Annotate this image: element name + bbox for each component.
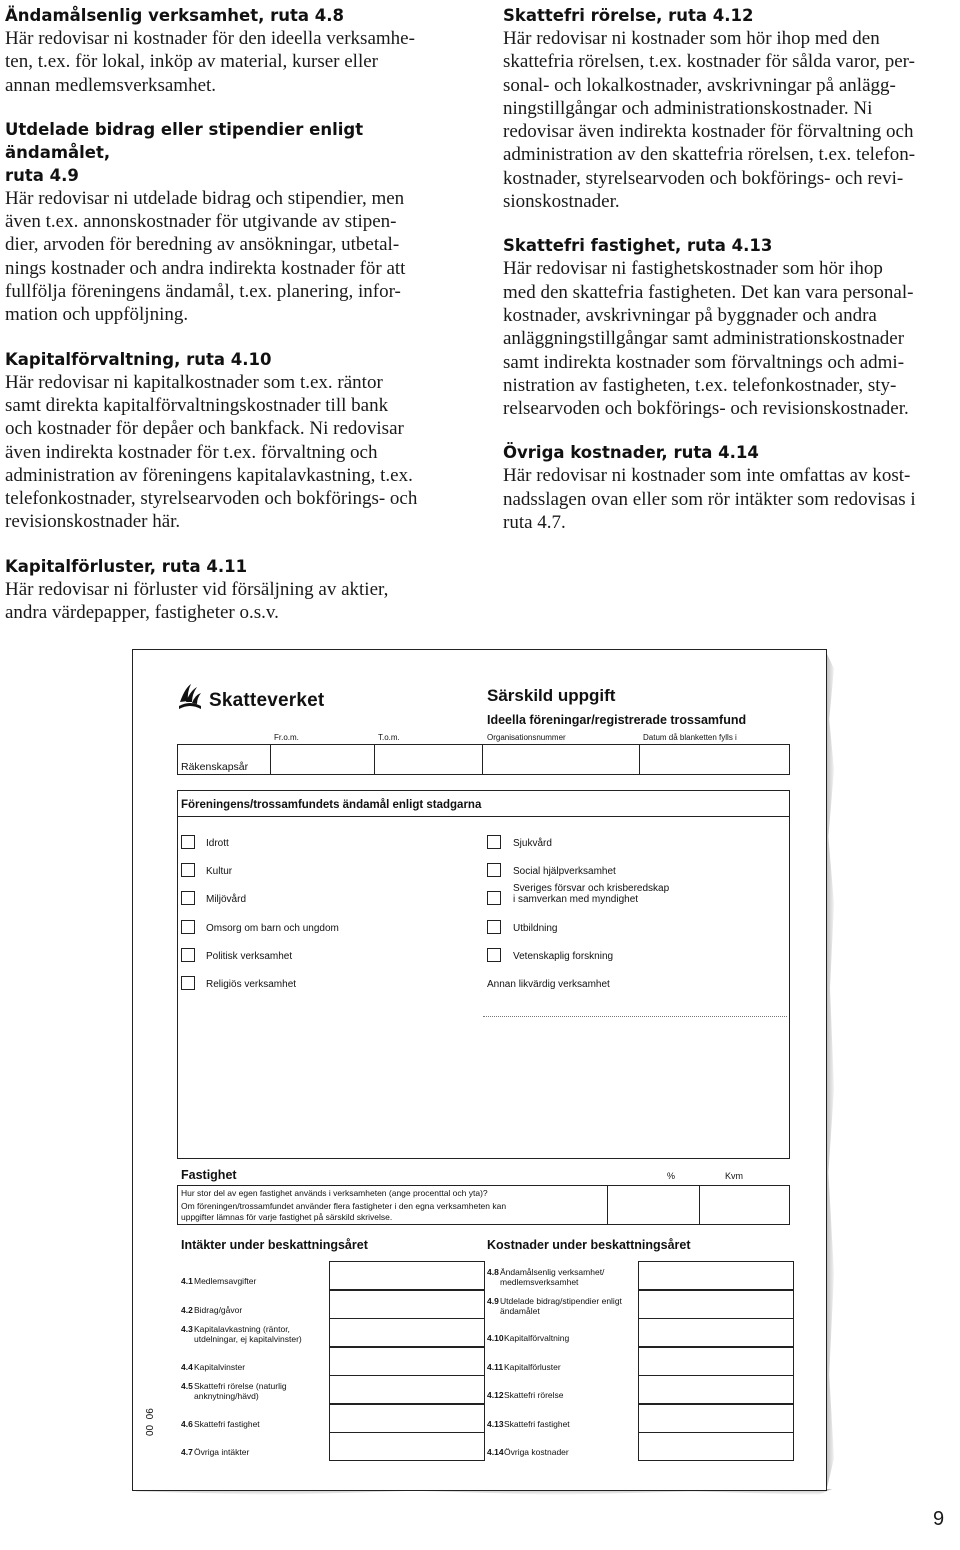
- section-line: nadsslagen ovan eller som rör intäkter som redovisas i: [503, 488, 916, 510]
- cost-row-label: Skattefri fastighet: [504, 1419, 570, 1429]
- section-heading: Kapitalförluster, ruta 4.11: [5, 556, 248, 576]
- income-row: [177, 1375, 479, 1404]
- income-row-label: Kapitalavkastning (räntor,: [194, 1324, 290, 1334]
- income-row-number: 4.6: [181, 1419, 193, 1429]
- section-line: med den skattefria fastigheten. Det kan vara personal-: [503, 281, 914, 303]
- income-amount-field[interactable]: [329, 1290, 485, 1319]
- cost-row-label: Ändamålsenlig verksamhet/: [500, 1267, 605, 1277]
- section-line: kostnader, avskrivningar på byggnader och andra: [503, 304, 877, 326]
- form-torn-edge: [826, 652, 834, 1492]
- income-row-number: 4.1: [181, 1276, 193, 1286]
- cost-row: [483, 1404, 788, 1433]
- crown-icon: [177, 682, 203, 710]
- checkbox-label: Utbildning: [513, 923, 558, 934]
- cost-amount-field[interactable]: [638, 1404, 794, 1433]
- cost-row: [483, 1347, 788, 1376]
- section-line: Här redovisar ni kostnader som inte omfattas av kost-: [503, 465, 911, 487]
- income-row: [177, 1347, 479, 1376]
- checkbox-label: Omsorg om barn och ungdom: [206, 923, 339, 934]
- checkbox-forsvar[interactable]: [487, 891, 501, 905]
- section-heading: Ändamålsenlig verksamhet, ruta 4.8: [5, 6, 344, 25]
- section-heading: Skattefri rörelse, ruta 4.12: [503, 6, 754, 25]
- section-heading: Övriga kostnader, ruta 4.14: [503, 443, 759, 463]
- cost-heading: Kostnader under beskattningsåret: [487, 1238, 691, 1252]
- checkbox-politisk[interactable]: [181, 948, 195, 962]
- cost-amount-field[interactable]: [638, 1375, 794, 1404]
- income-row-number: 4.3: [181, 1324, 193, 1334]
- property-note: uppgifter lämnas för varje fastighet på särskild skrivelse.: [181, 1212, 393, 1222]
- fiscal-year-label: Räkenskapsår: [181, 761, 249, 773]
- checkbox-idrott[interactable]: [181, 835, 195, 849]
- income-amount-field[interactable]: [329, 1261, 485, 1290]
- form-title: Särskild uppgift: [487, 686, 616, 705]
- property-note: Om föreningen/trossamfundet använder flera fastigheter i den egna verksamheten kan: [181, 1201, 507, 1211]
- purpose-heading: Föreningens/trossamfundets ändamål enligt stadgarna: [181, 799, 482, 811]
- cost-row-label: Övriga kostnader: [504, 1447, 569, 1457]
- section-line: administration av föreningens kapitalavkastning, t.ex.: [5, 464, 413, 486]
- checkbox-kultur[interactable]: [181, 863, 195, 877]
- from-date-field[interactable]: [273, 746, 373, 772]
- cost-row-number: 4.9: [487, 1296, 499, 1306]
- cost-row: [483, 1375, 788, 1404]
- checkbox-sjukvard[interactable]: [487, 835, 501, 849]
- right-text-column: [503, 4, 955, 534]
- section-line: administration av den skattefria rörelsen, t.ex. telefon-: [503, 144, 916, 166]
- income-heading: Intäkter under beskattningsåret: [181, 1238, 368, 1252]
- section-line: ten, t.ex. för lokal, inköp av material, kurser eller: [5, 51, 379, 73]
- other-activity-line: [483, 1016, 787, 1017]
- section-line: relsearvoden och bokförings- och revisionskostnader.: [503, 398, 909, 420]
- from-label: Fr.o.m.: [274, 733, 299, 742]
- section-line: andra värdepapper, fastigheter o.s.v.: [5, 602, 279, 624]
- income-row: [177, 1432, 479, 1461]
- cost-amount-field[interactable]: [638, 1290, 794, 1319]
- section-line: skattefria rörelsen, t.ex. kostnader för sålda varor, per-: [503, 51, 915, 73]
- section-line: dier, arvoden för beredning av ansökningar, utbetal-: [5, 234, 400, 256]
- section-heading: Utdelade bidrag eller stipendier enligt ändamålet,: [5, 119, 364, 162]
- cost-row-number: 4.10: [487, 1333, 504, 1343]
- income-amount-field[interactable]: [329, 1404, 485, 1433]
- section-line: och kostnader för depåer och bankfack. Ni redovisar: [5, 418, 404, 440]
- section-line: sonal- och lokalkostnader, avskrivningar på anlägg-: [503, 74, 896, 96]
- cost-row: [483, 1432, 788, 1461]
- checkbox-utbildning[interactable]: [487, 920, 501, 934]
- section-line: nistration av fastigheten, t.ex. telefonkostnader, sty-: [503, 374, 897, 396]
- cost-amount-field[interactable]: [638, 1261, 794, 1290]
- cost-row-label-2: medlemsverksamhet: [500, 1277, 579, 1287]
- section-line: nings kostnader och andra indirekta kostnader för att: [5, 257, 406, 279]
- income-row-label: Bidrag/gåvor: [194, 1305, 243, 1315]
- section-line: Här redovisar ni kostnader som hör ihop med den: [503, 28, 880, 49]
- section-heading: Kapitalförvaltning, ruta 4.10: [5, 349, 272, 369]
- left-text-column: [5, 4, 473, 624]
- to-date-field[interactable]: [377, 746, 481, 772]
- section-line: även t.ex. annonskostnader för utgivande av stipen-: [5, 211, 397, 233]
- checkbox-omsorg[interactable]: [181, 920, 195, 934]
- income-row: [177, 1404, 479, 1433]
- income-row-number: 4.5: [181, 1381, 193, 1391]
- income-row-label: Övriga intäkter: [194, 1447, 250, 1457]
- property-heading: Fastighet: [181, 1168, 237, 1182]
- checkbox-label: Kultur: [206, 866, 233, 877]
- section-line: Här redovisar ni förluster vid försäljning av aktier,: [5, 578, 389, 600]
- cost-row-label-2: ändamålet: [500, 1306, 540, 1316]
- checkbox-social[interactable]: [487, 863, 501, 877]
- cost-row-number: 4.11: [487, 1362, 504, 1372]
- section-line: telefonkostnader, styrelsearvoden och bokförings- och: [5, 488, 418, 510]
- checkbox-label: Sjukvård: [513, 838, 552, 849]
- cost-row-label: Kapitalförluster: [504, 1362, 561, 1372]
- income-row-number: 4.2: [181, 1305, 193, 1315]
- cost-amount-field[interactable]: [638, 1347, 794, 1376]
- cost-row-number: 4.14: [487, 1447, 504, 1457]
- cost-row-label: Utdelade bidrag/stipendier enligt: [500, 1296, 622, 1306]
- checkbox-forskning[interactable]: [487, 948, 501, 962]
- cost-row-number: 4.12: [487, 1390, 504, 1400]
- page-number: 9: [933, 1508, 945, 1530]
- section-line: även indirekta kostnader för t.ex. förvaltning och: [5, 441, 378, 463]
- purpose-section: [177, 790, 790, 1159]
- income-row: [177, 1318, 479, 1347]
- income-row-label: Skattefri rörelse (naturlig: [194, 1381, 287, 1391]
- income-row: [177, 1261, 479, 1290]
- income-row-label-2: anknytning/hävd): [194, 1391, 259, 1401]
- cost-row-label: Kapitalförvaltning: [504, 1333, 570, 1343]
- section-line: samt direkta kapitalförvaltningskostnader till bank: [5, 394, 389, 416]
- property-percent-field[interactable]: [610, 1187, 700, 1223]
- section-line: Här redovisar ni utdelade bidrag och stipendier, men: [5, 187, 405, 209]
- cost-row-label: Skattefri rörelse: [504, 1390, 564, 1400]
- section-line: Här redovisar ni fastighetskostnader som hör ihop: [503, 258, 883, 280]
- checkbox-label: Idrott: [206, 838, 229, 849]
- other-activity-field[interactable]: [485, 995, 789, 1015]
- kvm-label: Kvm: [725, 1171, 743, 1181]
- income-row-label-2: utdelningar, ej kapitalvinster): [194, 1334, 302, 1344]
- orgnr-field[interactable]: [485, 746, 639, 772]
- side-code: 00 06: [145, 1408, 156, 1436]
- income-row-label: Skattefri fastighet: [194, 1419, 260, 1429]
- logo-text: Skatteverket: [209, 690, 325, 711]
- section-heading: ruta 4.9: [5, 165, 79, 185]
- checkbox-religios[interactable]: [181, 976, 195, 990]
- form-subtitle: Ideella föreningar/registrerade trossamfund: [487, 713, 747, 727]
- cost-row-number: 4.8: [487, 1267, 499, 1277]
- checkbox-label: Miljövård: [206, 894, 247, 905]
- percent-label: %: [667, 1171, 676, 1181]
- checkbox-label: Social hjälpverksamhet: [513, 866, 616, 877]
- checkbox-miljovard[interactable]: [181, 891, 195, 905]
- income-amount-field[interactable]: [329, 1375, 485, 1404]
- property-kvm-field[interactable]: [702, 1187, 790, 1223]
- checkbox-label: i samverkan med myndighet: [513, 894, 639, 905]
- income-amount-field[interactable]: [329, 1432, 485, 1461]
- date-field[interactable]: [642, 746, 788, 772]
- section-heading: Skattefri fastighet, ruta 4.13: [503, 236, 773, 256]
- to-label: T.o.m.: [378, 733, 400, 742]
- section-line: samt indirekta kostnader som förvaltnings och admi-: [503, 351, 905, 373]
- income-amount-field[interactable]: [329, 1318, 485, 1347]
- section-line: Här redovisar ni kostnader för den ideella verksamhe-: [5, 28, 415, 49]
- income-row: [177, 1290, 479, 1319]
- orgnr-label: Organisationsnummer: [487, 733, 566, 742]
- cost-row: [483, 1290, 788, 1319]
- checkbox-label: Vetenskaplig forskning: [513, 951, 614, 962]
- section-line: annan medlemsverksamhet.: [5, 74, 217, 96]
- cost-amount-field[interactable]: [638, 1318, 794, 1347]
- income-row-label: Medlemsavgifter: [194, 1276, 257, 1286]
- section-line: kostnader, styrelsearvoden och bokförings- och revi-: [503, 167, 904, 189]
- section-line: anläggningstillgångar samt administrationskostnader: [503, 328, 905, 350]
- form-sarskild-uppgift: [132, 649, 827, 1491]
- section-line: Här redovisar ni kapitalkostnader som t.ex. räntor: [5, 371, 383, 393]
- income-row-number: 4.7: [181, 1447, 193, 1457]
- income-amount-field[interactable]: [329, 1347, 485, 1376]
- property-question: Hur stor del av egen fastighet används i verksamheten (ange procenttal och yta)?: [181, 1188, 488, 1198]
- section-line: sionskostnader.: [503, 191, 620, 213]
- cost-row: [483, 1261, 788, 1290]
- section-line: ningstillgångar och administrationskostnader. Ni: [503, 97, 873, 119]
- cost-amount-field[interactable]: [638, 1432, 794, 1461]
- cost-row-number: 4.13: [487, 1419, 504, 1429]
- section-line: revisionskostnader här.: [5, 511, 181, 533]
- income-row-number: 4.4: [181, 1362, 193, 1372]
- checkbox-label: Politisk verksamhet: [206, 951, 293, 962]
- other-activity-label: Annan likvärdig verksamhet: [487, 979, 610, 990]
- section-line: ruta 4.7.: [503, 512, 566, 534]
- date-label: Datum då blanketten fylls i: [643, 733, 737, 742]
- checkbox-label: Sveriges försvar och krisberedskap: [513, 883, 670, 894]
- section-line: redovisar även indirekta kostnader för förvaltning och: [503, 121, 914, 143]
- skatteverket-logo: [177, 682, 337, 714]
- checkbox-label: Religiös verksamhet: [206, 979, 297, 990]
- cost-row: [483, 1318, 788, 1347]
- section-line: fullfölja föreningens ändamål, t.ex. planering, infor-: [5, 281, 401, 303]
- income-row-label: Kapitalvinster: [194, 1362, 246, 1372]
- section-line: mation och uppföljning.: [5, 304, 189, 326]
